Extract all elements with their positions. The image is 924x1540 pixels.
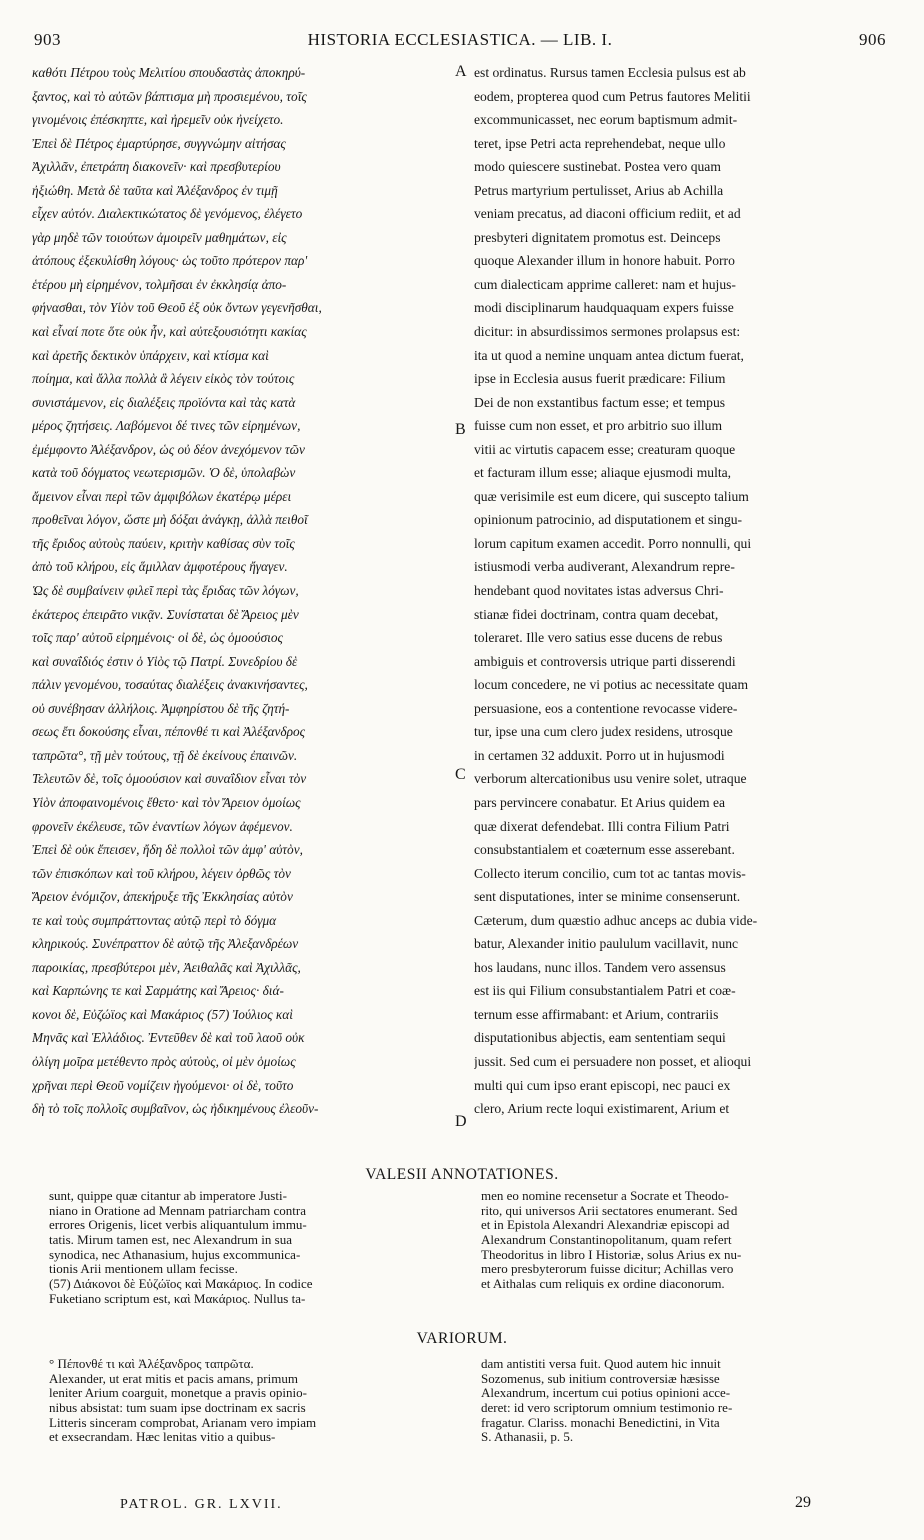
variorum-right-column xyxy=(481,1357,901,1445)
variorum-line: Sozomenus, sub initium controversiæ hæsisse xyxy=(481,1371,720,1386)
variorum-line: et exsecrandam. Hæc lenitas vitio a quibus- xyxy=(49,1430,276,1445)
greek-text-line: καθότι Πέτρου τοὺς Μελιτίου σπουδαστὰς ἀποκηρύ- xyxy=(32,65,306,80)
latin-text-line: ipse in Ecclesia ausus fuerit prædicare: Filium xyxy=(474,371,726,387)
greek-text-line: χρῆναι περὶ Θεοῦ νομίζειν ἡγούμενοι· οἱ δὲ, τοῦτο xyxy=(32,1077,294,1093)
variorum-line: nibus absistat: tum suam ipse doctrinam ex sacris xyxy=(49,1401,306,1416)
greek-text-line: ἑκάτερος ἐπειρᾶτο νικᾷν. Συνίσταται δὲ Ἄρειος μὲν xyxy=(32,606,299,622)
latin-text-line: modi disciplinarum haudquaquam expers fuisse xyxy=(474,300,734,316)
greek-text-line: Τελευτῶν δὲ, τοῖς ὁμοούσιον καὶ συναΐδιον εἶναι τὸν xyxy=(32,771,307,787)
variorum-line: fragatur. Clariss. monachi Benedictini, in Vita xyxy=(481,1415,720,1430)
greek-text-line: Ὡς δὲ συμβαίνειν φιλεῖ περὶ τὰς ἔριδας τῶν λόγων, xyxy=(32,583,299,599)
greek-text-line: σεως ἔτι δοκούσης εἶναι, πέπονθέ τι καὶ Ἀλέξανδρος xyxy=(32,724,306,740)
greek-text-line: καὶ συναΐδιός ἐστιν ὁ Υἱὸς τῷ Πατρί. Συνεδρίου δὲ xyxy=(32,653,298,669)
annotation-line: Theodoritus in libro I Historiæ, solus Arius ex nu- xyxy=(481,1247,742,1262)
gutter-letter-c: C xyxy=(455,766,466,783)
greek-text-line: ἀτόπους ἐξεκυλίσθη λόγους· ὡς τοῦτο πρότερον παρ' xyxy=(32,253,308,269)
latin-text-line: eodem, propterea quod cum Petrus fautores Melitii xyxy=(474,88,751,104)
greek-text-line: εἶχεν αὐτόν. Διαλεκτικώτατος δὲ γενόμενος, ἐλέγετο xyxy=(32,206,303,222)
annotation-line: et in Epistola Alexandri Alexandriæ episcopi ad xyxy=(481,1218,730,1233)
greek-text-line: τῶν ἐπισκόπων καὶ τοῦ κλήρου, λέγειν ὀρθῶς τὸν xyxy=(32,865,291,881)
latin-text-line: opinionum patrocinio, ad disputationem et singu- xyxy=(474,512,743,528)
greek-text-line: κληρικούς. Συνέπραττον δὲ αὐτῷ τῆς Ἀλεξανδρέων xyxy=(32,936,299,952)
latin-text-line: et facturam illum esse; aliaque ejusmodi multa, xyxy=(474,465,732,481)
greek-text-line: καὶ εἶναί ποτε ὅτε οὐκ ἦν, καὶ αὐτεξουσιότητι κακίας xyxy=(32,324,307,340)
greek-text-line: μέρος ζητήσεις. Λαβόμενοι δέ τινες τῶν εἰρημένων, xyxy=(32,418,301,434)
variorum-line: Litteris sinceram comprobat, Arianam vero impiam xyxy=(49,1415,317,1430)
greek-text-line: Ἀχιλλᾶν, ἐπετράπη διακονεῖν· καὶ πρεσβυτερίου xyxy=(32,159,281,175)
latin-text-line: hendebant quod novitates istas adversus Chri- xyxy=(474,583,724,599)
greek-text-line: Ἄρειον ἐνόμιζον, ἀπεκήρυξε τῆς Ἐκκλησίας αὐτὸν xyxy=(32,889,293,905)
greek-text-line: φήνασθαι, τὸν Υἱὸν τοῦ Θεοῦ ἐξ οὐκ ὄντων γεγενῆσθαι, xyxy=(32,300,322,316)
latin-text-line: batur, Alexander initio paululum vacillavit, nunc xyxy=(474,936,739,952)
greek-text-line: ξαντος, καὶ τὸ αὐτῶν βάπτισμα μὴ προσιεμένου, τοῖς xyxy=(32,88,307,104)
latin-text-line: toleraret. Ille vero satius esse ducens de rebus xyxy=(474,630,723,646)
annotation-line: synodica, nec Athanasium, hujus excommunica- xyxy=(49,1247,301,1262)
latin-text-line: veniam precatus, ad diaconi officium rediit, et ad xyxy=(474,206,741,222)
variorum-line: ° Πέπονθέ τι καὶ Ἀλέξανδρος ταπρῶτα. xyxy=(49,1357,254,1371)
gutter-letter-b: B xyxy=(455,421,466,438)
latin-text-line: quoque Alexander illum in honore habuit. Porro xyxy=(474,253,735,269)
footer-sheet-number: 29 xyxy=(795,1494,811,1511)
latin-text-line: in certamen 32 adduxit. Porro ut in hujusmodi xyxy=(474,747,725,763)
variorum-line: leniter Arium coarguit, monetque a pravis opinio- xyxy=(49,1386,307,1401)
valesii-title: VALESII ANNOTATIONES. xyxy=(365,1166,559,1183)
annotation-line: sunt, quippe quæ citantur ab imperatore Justi- xyxy=(49,1189,287,1203)
variorum-line: Alexander, ut erat mitis et pacis amans, primum xyxy=(49,1371,298,1386)
greek-text-line: Μηνᾶς καὶ Ἑλλάδιος. Ἐντεῦθεν δὲ καὶ τοῦ λαοῦ οὐκ xyxy=(32,1030,305,1046)
latin-text-column xyxy=(474,61,892,1121)
greek-text-line: οὐ συνέβησαν ἀλλήλοις. Ἀμφηρίστου δὲ τῆς ζητή- xyxy=(32,700,290,716)
annotation-line: (57) Διάκονοι δὲ Εὐζώϊος καὶ Μακάριος. In codice xyxy=(49,1277,313,1292)
greek-text-line: προθεῖναι λόγον, ὥστε μὴ δόξαι ἀνάγκῃ, ἀλλὰ πειθοῖ xyxy=(32,512,308,528)
latin-text-line: hos laudans, nunc illos. Tandem vero assensus xyxy=(474,959,726,975)
greek-text-line: ὀλίγη μοῖρα μετέθεντο πρὸς αὐτοὺς, οἱ μὲν ὁμοίως xyxy=(32,1053,296,1069)
annotation-line: mero presbyterorum fuisse dicitur; Achillas vero xyxy=(481,1262,734,1277)
greek-text-line: ἠξιώθη. Μετὰ δὲ ταῦτα καὶ Ἀλέξανδρος ἐν τιμῇ xyxy=(32,182,278,198)
greek-text-line: κονοι δὲ, Εὐζώϊος καὶ Μακάριος (57) Ἰούλιος καὶ xyxy=(32,1006,293,1022)
greek-text-line: παροικίας, πρεσβύτεροι μὲν, Ἀειθαλᾶς καὶ Ἀχιλλᾶς, xyxy=(32,959,301,975)
greek-text-line: ἐμέμφοντο Ἀλέξανδρον, ὡς οὐ δέον ἀνεχόμενον τῶν xyxy=(32,441,305,457)
variorum-line: dam antistiti versa fuit. Quod autem hic innuit xyxy=(481,1357,721,1371)
latin-text-line: persuasione, eos a contentione revocasse videre- xyxy=(474,700,738,716)
greek-text-line: Ἐπεὶ δὲ οὐκ ἔπεισεν, ἤδη δὲ πολλοὶ τῶν ἀμφ' αὐτὸν, xyxy=(32,842,303,858)
greek-text-line: γινομένοις ἐπέσκηπτε, καὶ ἠρεμεῖν οὐκ ἠνείχετο. xyxy=(32,112,284,128)
annotation-line: tionis Arii mentionem ullam fecisse. xyxy=(49,1262,238,1277)
latin-text-line: pars pervincere conabatur. Et Arius quidem ea xyxy=(474,794,726,810)
variorum-left-column xyxy=(49,1357,467,1445)
gutter-letter-a: A xyxy=(455,63,467,80)
footer-signature: PATROL. GR. LXVII. xyxy=(120,1497,283,1512)
valesii-right-column xyxy=(481,1189,901,1292)
latin-text-line: sent disputationes, inter se minime consenserunt. xyxy=(474,889,741,905)
latin-text-line: ita ut quod a nemine unquam antea dictum fuerat, xyxy=(474,347,744,363)
page-number-right: 906 xyxy=(859,30,886,49)
greek-text-line: γὰρ μηδὲ τῶν τοιούτων ἀμοιρεῖν μαθημάτων, εἰς xyxy=(32,229,287,245)
variorum-line: S. Athanasii, p. 5. xyxy=(481,1430,574,1445)
latin-text-line: est ordinatus. Rursus tamen Ecclesia pulsus est ab xyxy=(474,65,746,80)
greek-text-line: ἑτέρου μὴ εἰρημένον, τολμῆσαι ἐν ἐκκλησίᾳ ἀπο- xyxy=(32,276,287,292)
valesii-left-column xyxy=(49,1189,467,1307)
annotation-line: tatis. Mirum tamen est, nec Alexandrum in sua xyxy=(49,1233,292,1248)
latin-text-line: excommunicasset, nec eorum baptismum admit- xyxy=(474,112,738,128)
latin-text-line: Collecto iterum concilio, cum tot ac tantas movis- xyxy=(474,865,746,881)
annotation-line: Alexandrum Constantinopolitanum, quam refert xyxy=(481,1233,732,1248)
greek-text-line: δὴ τὸ τοῖς πολλοῖς συμβαῖνον, ὡς ἠδικημένους ἐλεοῦν- xyxy=(32,1101,319,1117)
greek-text-line: Ἐπεὶ δὲ Πέτρος ἐμαρτύρησε, συγγνώμην αἰτήσας xyxy=(32,135,286,151)
latin-text-line: ternum esse affirmabant: et Arium, contrariis xyxy=(474,1006,719,1022)
latin-text-line: est iis qui Filium consubstantialem Patri et coæ- xyxy=(474,983,736,999)
latin-text-line: Cæterum, dum quæstio adhuc anceps ac dubia vide- xyxy=(474,912,758,928)
latin-text-line: lorum capitum examen accedit. Porro nonnulli, qui xyxy=(474,535,752,551)
latin-text-line: fuisse cum non esset, et pro arbitrio suo illum xyxy=(474,418,723,434)
greek-text-line: ποίημα, καὶ ἄλλα πολλὰ ἃ λέγειν εἰκὸς τὸν τούτοις xyxy=(32,371,295,387)
annotation-line: men eo nomine recensetur a Socrate et Theodo- xyxy=(481,1189,729,1203)
greek-text-line: καὶ Καρπώνης τε καὶ Σαρμάτης καὶ Ἄρειος· διά- xyxy=(32,983,284,999)
latin-text-line: jussit. Sed cum ei persuadere non posset, et alioqui xyxy=(474,1053,752,1069)
variorum-title: VARIORUM. xyxy=(416,1330,508,1347)
page-header xyxy=(34,30,886,56)
variorum-line: Alexandrum, incertum cui potius opinioni acce- xyxy=(481,1386,731,1401)
variorum-line: deret: id vero scriptorum omnium testimonio re- xyxy=(481,1401,733,1416)
greek-text-column xyxy=(32,61,460,1121)
greek-text-line: κατὰ τοῦ δόγματος νεωτερισμῶν. Ὁ δὲ, ὑπολαβὼν xyxy=(32,465,296,481)
latin-text-line: presbyteri dignitatem promotus est. Deinceps xyxy=(474,229,721,245)
latin-text-line: Petrus martyrium pertulisset, Arius ab Achilla xyxy=(474,182,724,198)
latin-text-line: locum concedere, ne vi potius ac necessitate quam xyxy=(474,677,749,693)
greek-text-line: τοῖς παρ' αὐτοῦ εἰρημένοις· οἱ δὲ, ὡς ὁμοούσιος xyxy=(32,630,283,646)
latin-text-line: verborum altercationibus usu venire solet, utraque xyxy=(474,771,747,787)
greek-text-line: ἀπὸ τοῦ κλήρου, εἰς ἅμιλλαν ἀμφοτέρους ἤγαγεν. xyxy=(32,559,288,575)
latin-text-line: Dei de non exstantibus factum esse; et tempus xyxy=(474,394,726,410)
latin-text-line: vitii ac virtutis capacem esse; creaturam quoque xyxy=(474,441,736,457)
latin-text-line: disputationibus abjectis, eam sententiam sequi xyxy=(474,1030,726,1046)
annotation-line: Fuketiano scriptum est, καὶ Μακάριος. Nullus ta- xyxy=(49,1291,306,1306)
page-number-left: 903 xyxy=(34,30,61,49)
latin-text-line: multi qui cum ipso erant episcopi, nec pauci ex xyxy=(474,1077,731,1093)
greek-text-line: ἄμεινον εἶναι περὶ τῶν ἀμφιβόλων ἑκατέρῳ μέρει xyxy=(32,488,292,504)
greek-text-line: Υἱὸν ἀποφαινομένοις ἔθετο· καὶ τὸν Ἄρειον ὁμοίως xyxy=(32,794,301,810)
greek-text-line: συνιστάμενον, εἰς διαλέξεις προϊόντα καὶ τὰς κατὰ xyxy=(32,394,296,410)
annotation-line: et Aithalas cum reliquis ex ordine diaconorum. xyxy=(481,1277,725,1292)
latin-text-line: modo quiescere sustinebat. Postea vero quam xyxy=(474,159,721,175)
latin-text-line: cum dialecticam apprime calleret: nam et hujus- xyxy=(474,276,736,292)
latin-text-line: teret, ipse Petri acta reprehendebat, neque ullo xyxy=(474,135,726,151)
annotation-line: errores Origenis, licet verbis aliquantulum immu- xyxy=(49,1218,307,1233)
latin-text-line: istiusmodi verba audiverant, Alexandrum repre- xyxy=(474,559,735,575)
latin-text-line: ambiguis et controversis utrique parti disserendi xyxy=(474,653,736,669)
gutter-letter-d: D xyxy=(455,1113,467,1130)
greek-text-line: τῆς ἔριδος αὐτοὺς παύειν, κριτὴν καθίσας σὺν τοῖς xyxy=(32,535,295,551)
latin-text-line: tur, ipse una cum clero judex residens, utrosque xyxy=(474,724,733,740)
latin-text-line: quæ dixerat defendebat. Illi contra Filium Patri xyxy=(474,818,730,834)
greek-text-line: πάλιν γενομένου, τοσαύτας διαλέξεις ἀνακινήσαντες, xyxy=(32,677,308,693)
annotation-line: rito, qui universos Arii sectatores enumerant. Sed xyxy=(481,1203,738,1218)
latin-text-line: consubstantialem et coæternum esse asserebant. xyxy=(474,842,735,858)
running-title: HISTORIA ECCLESIASTICA. — LIB. I. xyxy=(307,30,613,49)
latin-text-line: quæ verisimile est eum dicere, qui suscepto talium xyxy=(474,488,749,504)
latin-text-line: clero, Arium recte loqui existimarent, Arium et xyxy=(474,1101,730,1117)
latin-text-line: dicitur: in absurdissimos sermones prolapsus est: xyxy=(474,324,741,340)
greek-text-line: ταπρῶτα°, τῇ μὲν τούτους, τῇ δὲ ἐκείνους ἐπαινῶν. xyxy=(32,747,298,763)
greek-text-line: φρονεῖν ἐκέλευσε, τῶν ἐναντίων λόγων ἀφέμενον. xyxy=(32,818,293,834)
annotation-line: niano in Oratione ad Mennam patriarcham contra xyxy=(49,1203,307,1218)
greek-text-line: τε καὶ τοὺς συμπράττοντας αὐτῷ περὶ τὸ δόγμα xyxy=(32,912,277,928)
latin-text-line: stianæ fidei doctrinam, contra quam decebat, xyxy=(474,606,719,622)
greek-text-line: καὶ ἀρετῆς δεκτικὸν ὑπάρχειν, καὶ κτίσμα καὶ xyxy=(32,347,269,363)
